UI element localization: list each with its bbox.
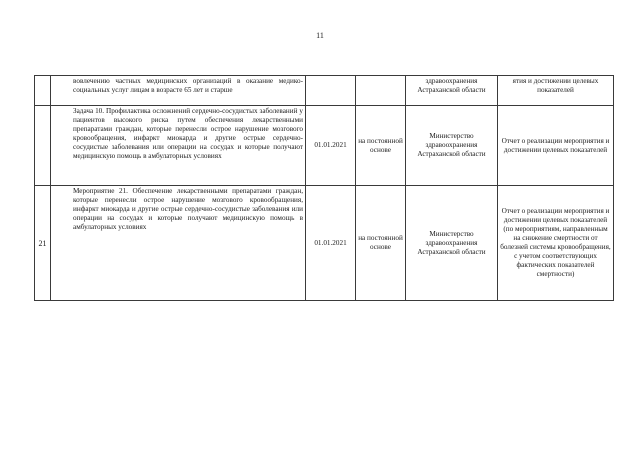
period-cell: на постоянной основе [356, 186, 406, 301]
period-cell: на постоянной основе [356, 106, 406, 186]
date-cell [306, 76, 356, 106]
description-cell: Мероприятие 21. Обеспечение лекарственными препаратами граждан, которые перенесли острое нарушение мозгового кровообращения, инфаркт миокарда и другие острые сердечно-сосудистые заболевания или операции на сосудах и которые получают медицинскую помощь в амбулаторных условиях [51, 186, 306, 301]
row-number-cell: 21 [35, 186, 51, 301]
page-number: 11 [316, 31, 324, 40]
executor-cell: Министерство здравоохранения Астраханской области [406, 106, 498, 186]
result-cell: ятия и достижении целевых показателей [498, 76, 614, 106]
row-number-cell [35, 106, 51, 186]
plan-table [34, 75, 614, 301]
description-cell: вовлечению частных медицинских организаций в оказание медико-социальных услуг лицам в возрасте 65 лет и старше [51, 76, 306, 106]
result-cell: Отчет о реализации мероприятия и достижении целевых показателей (по мероприятиям, направленным на снижение смертности от болезней системы кровообращения, с учетом соответствующих фактических показателей смертности) [498, 186, 614, 301]
description-cell: Задача 10. Профилактика осложнений сердечно-сосудистых заболеваний у пациентов высокого риска путем обеспечения лекарственными препаратами граждан, которые перенесли острое нарушение мозгового кровообращения, инфаркт миокарда и другие острые сердечно-сосудистые заболевания или операции на сосудах и которые получают медицинскую помощь в амбулаторных условиях [51, 106, 306, 186]
executor-cell: здравоохранения Астраханской области [406, 76, 498, 106]
table-row [35, 186, 614, 301]
table-row [35, 106, 614, 186]
date-cell: 01.01.2021 [306, 106, 356, 186]
table-row [35, 76, 614, 106]
period-cell [356, 76, 406, 106]
executor-cell: Министерство здравоохранения Астраханской области [406, 186, 498, 301]
date-cell: 01.01.2021 [306, 186, 356, 301]
row-number-cell [35, 76, 51, 106]
result-cell: Отчет о реализации мероприятия и достижении целевых показателей [498, 106, 614, 186]
